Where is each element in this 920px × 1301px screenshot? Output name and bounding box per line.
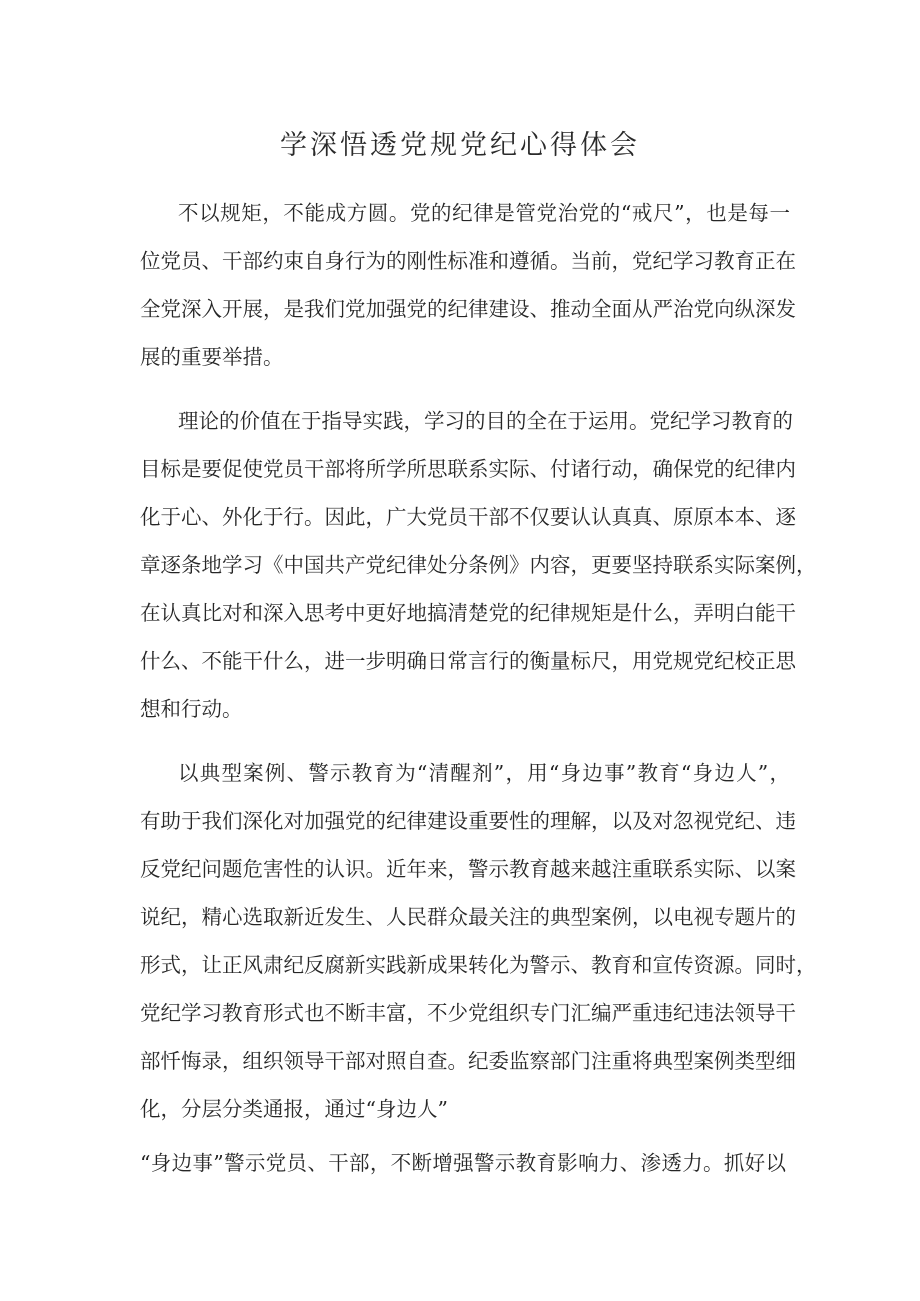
paragraph-4-line-1: “身边事”警示党员、干部，不断增强警示教育影响力、渗透力。抓好以 bbox=[140, 1151, 786, 1175]
paragraph-1-line-1: 不以规矩，不能成方圆。党的纪律是管党治党的“戒尺”，也是每一 bbox=[178, 201, 790, 225]
paragraph-3-line-1: 以典型案例、警示教育为“清醒剂”，用“身边事”教育“身边人”， bbox=[178, 761, 790, 785]
paragraph-3-line-3: 反党纪问题危害性的认识。近年来，警示教育越来越注重联系实际、以案 bbox=[140, 857, 796, 881]
paragraph-1-line-3: 全党深入开展，是我们党加强党的纪律建设、推动全面从严治党向纵深发 bbox=[140, 297, 796, 321]
page-title: 学深悟透党规党纪心得体会 bbox=[280, 130, 640, 161]
paragraph-3-line-7: 部忏悔录，组织领导干部对照自查。纪委监察部门注重将典型案例类型细 bbox=[140, 1049, 796, 1073]
paragraph-2-line-3: 化于心、外化于行。因此，广大党员干部不仅要认认真真、原原本本、逐 bbox=[140, 505, 796, 529]
paragraph-3-line-5: 形式，让正风肃纪反腐新实践新成果转化为警示、教育和宣传资源。同时， bbox=[140, 953, 817, 977]
paragraph-2-line-7: 想和行动。 bbox=[140, 697, 243, 721]
paragraph-3-line-8: 化，分层分类通报，通过“身边人” bbox=[140, 1097, 448, 1121]
paragraph-2-line-4: 章逐条地学习《中国共产党纪律处分条例》内容，更要坚持联系实际案例， bbox=[140, 553, 817, 577]
paragraph-3-line-6: 党纪学习教育形式也不断丰富，不少党组织专门汇编严重违纪违法领导干 bbox=[140, 1001, 796, 1025]
paragraph-3-line-2: 有助于我们深化对加强党的纪律建设重要性的理解，以及对忽视党纪、违 bbox=[140, 809, 796, 833]
paragraph-3-line-4: 说纪，精心选取新近发生、人民群众最关注的典型案例，以电视专题片的 bbox=[140, 905, 796, 929]
paragraph-2-line-6: 什么、不能干什么，进一步明确日常言行的衡量标尺，用党规党纪校正思 bbox=[140, 649, 796, 673]
paragraph-2-line-5: 在认真比对和深入思考中更好地搞清楚党的纪律规矩是什么，弄明白能干 bbox=[140, 601, 796, 625]
paragraph-2-line-2: 目标是要促使党员干部将所学所思联系实际、付诸行动，确保党的纪律内 bbox=[140, 457, 796, 481]
paragraph-1-line-2: 位党员、干部约束自身行为的刚性标准和遵循。当前，党纪学习教育正在 bbox=[140, 249, 796, 273]
paragraph-1-line-4: 展的重要举措。 bbox=[140, 345, 284, 369]
paragraph-2-line-1: 理论的价值在于指导实践，学习的目的全在于运用。党纪学习教育的 bbox=[178, 409, 793, 433]
